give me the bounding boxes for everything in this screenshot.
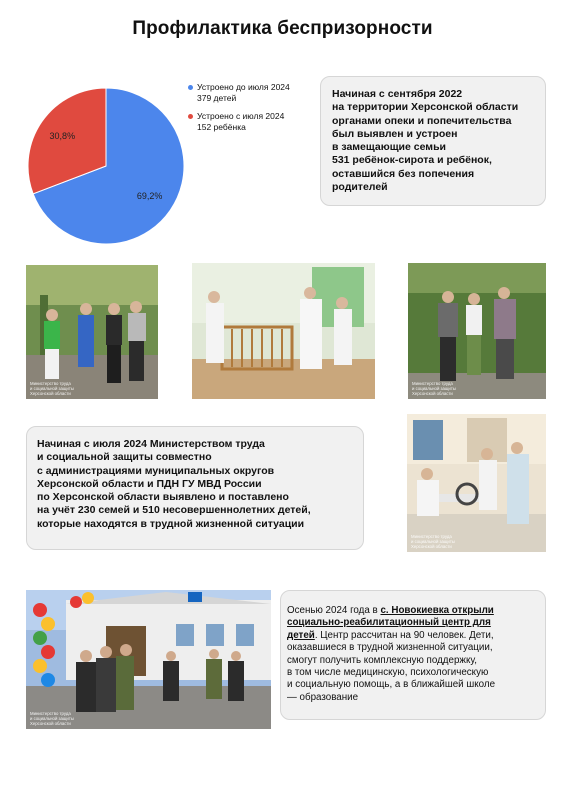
- card-text-line: смогут получить комплексную поддержку,: [287, 654, 477, 666]
- card-text-line: Осенью 2024 года в с. Новокиевка открыли: [287, 605, 494, 616]
- card-text-line: Начиная с июля 2024 Министерством труда: [37, 438, 265, 450]
- card-text-line: родителей: [332, 181, 388, 194]
- pie-slice-label: 30,8%: [49, 130, 76, 141]
- watermark-logo: Министерство труда и социальной защиты Херсонской области: [30, 711, 74, 726]
- card-text-line: был выявлен и устроен: [332, 127, 458, 140]
- card-text-line: и социальной защиты совместно: [37, 451, 212, 464]
- info-card-statistics: [320, 76, 546, 206]
- card-text-line: с администрациями муниципальных округов: [37, 464, 275, 477]
- page-title: Профилактика беспризорности: [132, 18, 433, 39]
- card-text-line: по Херсонской области выявлено и поставлено: [37, 491, 289, 504]
- card-text-line: детей. Центр рассчитан на 90 человек. Дети,: [287, 629, 494, 641]
- card-text-line: — образование: [287, 691, 359, 703]
- card-text-line: которые находятся в трудной жизненной ситуации: [37, 517, 305, 530]
- legend-item: [188, 82, 318, 103]
- info-card-rehab-center: [280, 590, 546, 720]
- card-text-line: оставшийся без попечения: [332, 167, 475, 180]
- card-text-line: Начиная с сентября 2022: [332, 88, 463, 100]
- info-card-registration: [26, 426, 364, 550]
- photo-women-bushes: [408, 263, 546, 399]
- legend-item: [188, 111, 318, 132]
- card-text-line: оказавшиеся в трудной жизненной ситуации,: [287, 642, 493, 654]
- pie-slice-label: 69,2%: [136, 191, 163, 202]
- watermark-logo: Министерство труда и социальной защиты Херсонской области: [412, 381, 456, 396]
- card-text-line: социально-реабилитационный центр для: [287, 617, 491, 629]
- card-text-line: в замещающие семьи: [332, 141, 446, 154]
- legend-dot-blue: [188, 85, 193, 90]
- card-text-line: органами опеки и попечительства: [332, 114, 512, 127]
- card-text-line: Херсонской области и ПДН ГУ МВД России: [37, 477, 262, 490]
- card-text-line: на территории Херсонской области: [332, 101, 519, 114]
- photo-medical-room: [407, 414, 546, 552]
- card-text-line: в том числе медицинскую, психологическую: [287, 667, 489, 679]
- watermark-logo: Министерство труда и социальной защиты Херсонской области: [30, 381, 74, 396]
- legend-label: Устроено до июля 2024: [197, 82, 290, 92]
- pie-chart: [26, 86, 186, 246]
- watermark-logo: Министерство труда и социальной защиты Херсонской области: [411, 534, 455, 549]
- card-text-line: на учёт 230 семей и 510 несовершеннолетних детей,: [37, 504, 311, 517]
- legend-detail: 379 детей: [197, 92, 237, 103]
- chart-legend: [188, 82, 318, 140]
- legend-dot-red: [188, 114, 193, 119]
- photo-women-outdoors: [26, 265, 158, 399]
- legend-detail: 152 ребёнка: [197, 121, 246, 132]
- photo-center-opening: [26, 590, 271, 729]
- photo-nursery-visit: [192, 263, 375, 399]
- village-link: с. Новокиевка открыли: [380, 605, 494, 616]
- legend-label: Устроено с июля 2024: [197, 111, 285, 121]
- card-text-line: и социальную помощь, а в ближайшей школе: [287, 679, 496, 691]
- card-text-line: 531 ребёнок-сирота и ребёнок,: [332, 154, 492, 167]
